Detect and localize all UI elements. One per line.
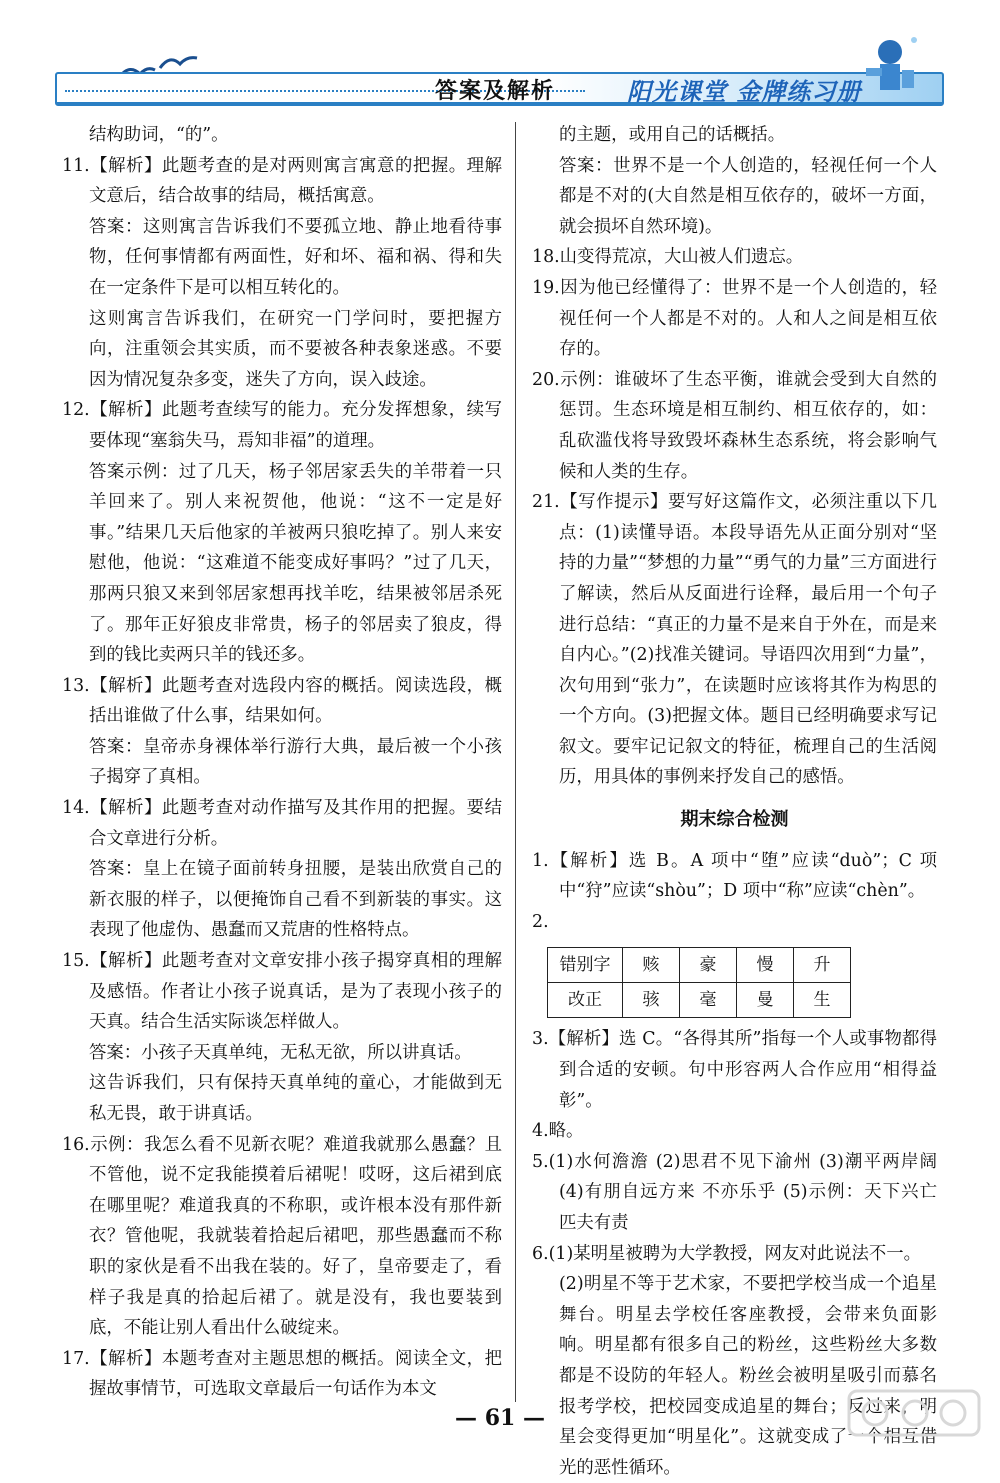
- watermark-logo: [845, 1385, 985, 1445]
- answer-paragraph: (2)明星不等于艺术家，不要把学校当成一个追星舞台。明星去学校任客座教授，会带来负面影响。明星都有很多自己的粉丝，这些粉丝大多数都是不设防的年轻人。粉丝会被明星吸引而慕名报考学校，把校园变成追星的舞台；反过来，明星会变得更加“明星化”。这就变成了一个相互借光的恶性循环。: [559, 1274, 937, 1478]
- left-column: [62, 120, 502, 1405]
- exam-item-4: 4.略。: [532, 1121, 584, 1142]
- answer-item-21: 21.【写作提示】要写好这篇作文，必须注重以下几点：(1)读懂导语。本段导语先从正面分别对“坚持的力量”“梦想的力量”“勇气的力量”三方面进行了解读，然后从反面进行诠释，最后用一个句子进行总结：“真正的力量不是来自于外在，而是来自内心。”(2)找准关键词。导语四次用到“力量”，次句用到“张力”，在读题时应该将其作为构思的一个方向。(3)把握文体。题目已经明确要求写记叙文。要牢记记叙文的特征，梳理自己的生活阅历，用具体的事例来抒发自己的感悟。: [532, 492, 937, 788]
- answer-item-15: 15.【解析】此题考查对文章安排小孩子揭穿真相的理解及感悟。作者让小孩子说真话，是为了表现小孩子的天真。结合生活实际谈怎样做人。: [62, 951, 502, 1033]
- answer-paragraph: 答案：皇上在镜子面前转身扭腰，是装出欣赏自己的新衣服的样子，以便掩饰自己看不到新装的事实。这表现了他虚伪、愚蠢而又荒唐的性格特点。: [89, 859, 502, 941]
- mascot-icon: [850, 30, 930, 100]
- table-cell: 慢: [737, 948, 794, 983]
- answer-item-20: 20.示例：谁破坏了生态平衡，谁就会受到大自然的惩罚。生态环境是相互制约、相互依存的，如：乱砍滥伐将导致毁坏森林生态系统，将会影响气候和人类的生存。: [532, 369, 937, 482]
- table-row: [548, 948, 851, 983]
- exam-item-6: 6.(1)某明星被聘为大学教授，网友对此说法不一。: [532, 1243, 922, 1264]
- table-cell: 改正: [548, 983, 623, 1018]
- answer-paragraph: 答案：小孩子天真单纯，无私无欲，所以讲真话。: [89, 1042, 472, 1063]
- exam-item-2: 2.: [532, 911, 549, 932]
- exam-item-3: 3.【解析】选 C。“各得其所”指每一个人或事物都得到合适的安顿。句中形容两人合作应用“相得益彰”。: [532, 1029, 937, 1111]
- table-cell: 豪: [680, 948, 737, 983]
- answer-item-18: 18.山变得荒凉，大山被人们遗忘。: [532, 247, 804, 268]
- answer-paragraph: 结构助词，“的”。: [89, 125, 229, 145]
- answer-paragraph: 答案：皇帝赤身裸体举行游行大典，最后被一个小孩子揭穿了真相。: [89, 736, 502, 788]
- answer-paragraph: 的主题，或用自己的话概括。: [559, 125, 786, 145]
- page-number: — 61 —: [455, 1405, 545, 1431]
- series-title: 阳光课堂 金牌练习册: [627, 78, 862, 106]
- table-cell: 毫: [680, 983, 737, 1018]
- column-divider: [515, 122, 516, 1402]
- correction-table: [547, 947, 851, 1018]
- table-cell: 骇: [623, 983, 680, 1018]
- table-row: [548, 983, 851, 1018]
- answer-item-19: 19.因为他已经懂得了：世界不是一个人创造的，轻视任何一个人都是不对的。人和人之间是相互依存的。: [532, 277, 937, 360]
- answer-paragraph: 这告诉我们，只有保持天真单纯的童心，才能做到无私无畏，敢于讲真话。: [89, 1073, 502, 1124]
- exam-item-5: 5.(1)水何澹澹 (2)思君不见下渝州 (3)潮平两岸阔 (4)有朋自远方来 不亦乐乎 (5)示例：天下兴亡 匹夫有责: [532, 1151, 937, 1233]
- table-cell: 生: [794, 983, 851, 1018]
- answer-item-16: 16.示例：我怎么看不见新衣呢？难道我就那么愚蠢？且不管他，说不定我能摸着后裙呢！哎呀，这后裙到底在哪里呢？难道我真的不称职，或许根本没有那件新衣？管他呢，我就装着拾起后裙吧，那些愚蠢而不称职的家伙是看不出我在装的。好了，皇帝要走了，看样子我是真的拾起后裙了。就是没有，我也要装到底，不能让别人看出什么破绽来。: [62, 1134, 502, 1339]
- answer-paragraph: 答案示例：过了几天，杨子邻居家丢失的羊带着一只羊回来了。别人来祝贺他，他说：“这不一定是好事。”结果几天后他家的羊被两只狼吃掉了。别人来安慰他，他说：“这难道不能变成好事吗？”过了几天，那两只狼又来到邻居家想再找羊吃，结果被邻居杀死了。那年正好狼皮非常贵，杨子的邻居卖了狼皮，得到的钱比卖两只羊的钱还多。: [89, 461, 502, 666]
- answer-item-11: 11.【解析】此题考查的是对两则寓言寓意的把握。理解文意后，结合故事的结局，概括寓意。: [62, 155, 502, 207]
- table-cell: 曼: [737, 983, 794, 1018]
- answer-item-14: 14.【解析】此题考查对动作描写及其作用的把握。要结合文章进行分析。: [62, 798, 502, 849]
- answer-item-17: 17.【解析】本题考查对主题思想的概括。阅读全文，把握故事情节，可选取文章最后一句话作为本文: [62, 1348, 502, 1400]
- answer-item-13: 13.【解析】此题考查对选段内容的概括。阅读选段，概括出谁做了什么事，结果如何。: [62, 675, 502, 727]
- answer-paragraph: 答案：世界不是一个人创造的，轻视任何一个人都是不对的(大自然是相互依存的，破坏一方面，就会损坏自然环境)。: [559, 155, 937, 237]
- page-header: [45, 40, 940, 110]
- answer-item-12: 12.【解析】此题考查续写的能力。充分发挥想象，续写要体现“塞翁失马，焉知非福”的道理。: [62, 400, 502, 451]
- exam-item-1: 1.【解析】选 B。A 项中“堕”应读“duò”；C 项中“狩”应读“shòu”；D 项中“称”应读“chèn”。: [532, 850, 937, 902]
- table-cell: 错别字: [548, 948, 623, 983]
- table-cell: 升: [794, 948, 851, 983]
- answer-paragraph: 答案：这则寓言告诉我们不要孤立地、静止地看待事物，任何事情都有两面性，好和坏、福和祸、得和失在一定条件下是可以相互转化的。: [89, 216, 502, 298]
- header-center-title: 答案及解析: [435, 79, 556, 104]
- table-cell: 赅: [623, 948, 680, 983]
- right-column: [532, 120, 937, 1483]
- section-title: 期末综合检测: [680, 809, 789, 831]
- answer-paragraph: 这则寓言告诉我们，在研究一门学问时，要把握方向，注重领会其实质，而不要被各种表象迷惑。不要因为情况复杂多变，迷失了方向，误入歧途。: [89, 308, 502, 390]
